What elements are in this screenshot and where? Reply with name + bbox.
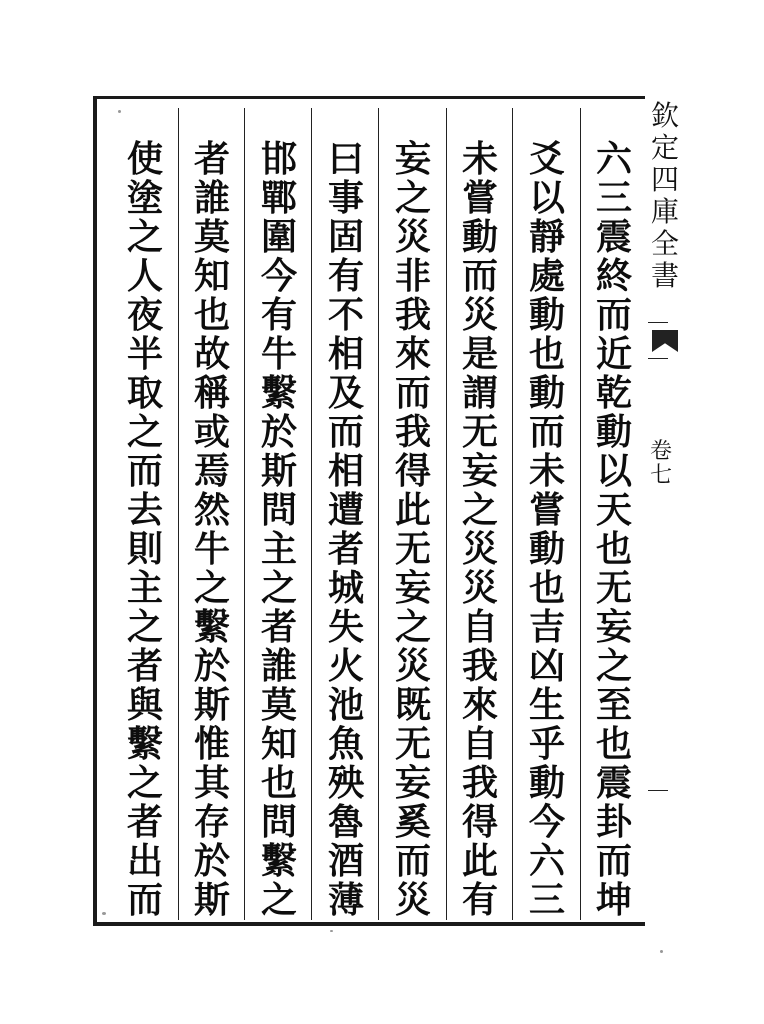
glyph: 嘗 (528, 489, 565, 531)
glyph: 稱 (193, 372, 230, 414)
glyph: 定 (650, 131, 679, 164)
glyph: 震 (595, 216, 632, 258)
glyph: 今 (260, 255, 297, 297)
glyph: 與 (126, 684, 163, 726)
glyph: 至 (595, 684, 632, 726)
strip-line (648, 358, 668, 359)
column-rule (244, 108, 245, 920)
glyph: 六 (595, 138, 632, 180)
glyph: 吉 (528, 606, 565, 648)
glyph: 卦 (595, 801, 632, 843)
glyph: 斯 (260, 450, 297, 492)
glyph: 書 (650, 259, 679, 292)
glyph: 圍 (260, 216, 297, 258)
glyph: 今 (528, 801, 565, 843)
glyph: 之 (394, 177, 431, 219)
glyph: 斯 (193, 684, 230, 726)
glyph: 動 (528, 294, 565, 336)
glyph: 城 (327, 567, 364, 609)
glyph: 主 (126, 567, 163, 609)
glyph: 而 (461, 255, 498, 297)
text-column-6 (249, 140, 309, 920)
glyph: 震 (595, 762, 632, 804)
glyph: 問 (260, 489, 297, 531)
glyph: 得 (394, 450, 431, 492)
glyph: 魚 (327, 723, 364, 765)
glyph: 動 (528, 372, 565, 414)
glyph: 或 (193, 411, 230, 453)
glyph: 於 (193, 840, 230, 882)
glyph: 夜 (126, 294, 163, 336)
glyph: 繫 (260, 372, 297, 414)
glyph: 自 (461, 606, 498, 648)
glyph: 有 (260, 294, 297, 336)
glyph: 魯 (327, 801, 364, 843)
glyph: 而 (595, 294, 632, 336)
column-rule (446, 108, 447, 920)
glyph: 妄 (394, 138, 431, 180)
glyph: 之 (193, 567, 230, 609)
glyph: 得 (461, 801, 498, 843)
glyph: 來 (394, 333, 431, 375)
glyph: 及 (327, 372, 364, 414)
glyph: 邯 (260, 138, 297, 180)
text-column-2 (517, 140, 577, 920)
glyph: 其 (193, 762, 230, 804)
glyph: 我 (461, 645, 498, 687)
glyph: 之 (126, 762, 163, 804)
glyph: 庫 (650, 195, 679, 228)
column-rule (378, 108, 379, 920)
glyph: 固 (327, 216, 364, 258)
glyph: 動 (595, 411, 632, 453)
text-column-7 (182, 140, 242, 920)
glyph: 動 (461, 216, 498, 258)
glyph: 乾 (595, 372, 632, 414)
glyph: 妄 (461, 450, 498, 492)
glyph: 知 (260, 723, 297, 765)
glyph: 失 (327, 606, 364, 648)
glyph: 我 (461, 762, 498, 804)
glyph: 全 (650, 227, 679, 260)
glyph: 池 (327, 684, 364, 726)
text-column-8 (115, 140, 175, 920)
glyph: 不 (327, 294, 364, 336)
glyph: 使 (126, 138, 163, 180)
glyph: 出 (126, 840, 163, 882)
scan-speck (102, 912, 106, 915)
glyph: 以 (528, 177, 565, 219)
glyph: 无 (394, 528, 431, 570)
glyph: 之 (126, 411, 163, 453)
glyph: 主 (260, 528, 297, 570)
glyph: 薄 (327, 879, 364, 921)
glyph: 也 (595, 528, 632, 570)
glyph: 之 (595, 645, 632, 687)
glyph: 而 (595, 840, 632, 882)
glyph: 然 (193, 489, 230, 531)
glyph: 四 (650, 163, 679, 196)
glyph: 无 (394, 723, 431, 765)
glyph: 妄 (394, 567, 431, 609)
glyph: 之 (260, 567, 297, 609)
glyph: 終 (595, 255, 632, 297)
glyph: 動 (528, 762, 565, 804)
glyph: 者 (126, 645, 163, 687)
glyph: 誰 (193, 177, 230, 219)
glyph: 則 (126, 528, 163, 570)
glyph: 妄 (595, 606, 632, 648)
glyph: 人 (126, 255, 163, 297)
glyph: 而 (126, 879, 163, 921)
glyph: 我 (394, 294, 431, 336)
glyph: 也 (595, 723, 632, 765)
scan-speck (660, 950, 663, 953)
glyph: 天 (595, 489, 632, 531)
glyph: 七 (650, 463, 673, 488)
glyph: 是 (461, 333, 498, 375)
column-rule (580, 108, 581, 920)
glyph: 有 (327, 255, 364, 297)
glyph: 而 (528, 411, 565, 453)
glyph: 以 (595, 450, 632, 492)
glyph: 此 (394, 489, 431, 531)
glyph: 非 (394, 255, 431, 297)
glyph: 繫 (193, 606, 230, 648)
glyph: 既 (394, 684, 431, 726)
glyph: 而 (394, 840, 431, 882)
glyph: 奚 (394, 801, 431, 843)
glyph: 存 (193, 801, 230, 843)
glyph: 六 (528, 840, 565, 882)
text-column-1 (584, 140, 644, 920)
glyph: 妄 (394, 762, 431, 804)
glyph: 未 (528, 450, 565, 492)
scan-speck (118, 110, 121, 113)
strip-line (648, 322, 668, 323)
glyph: 凶 (528, 645, 565, 687)
strip-line (648, 790, 668, 791)
glyph: 殃 (327, 762, 364, 804)
glyph: 我 (394, 411, 431, 453)
glyph: 之 (126, 216, 163, 258)
glyph: 半 (126, 333, 163, 375)
glyph: 知 (193, 255, 230, 297)
glyph: 來 (461, 684, 498, 726)
glyph: 者 (193, 138, 230, 180)
glyph: 酒 (327, 840, 364, 882)
text-column-3 (450, 140, 510, 920)
glyph: 也 (193, 294, 230, 336)
glyph: 牛 (260, 333, 297, 375)
glyph: 也 (528, 333, 565, 375)
glyph: 靜 (528, 216, 565, 258)
glyph: 无 (595, 567, 632, 609)
glyph: 坤 (595, 879, 632, 921)
glyph: 未 (461, 138, 498, 180)
glyph: 處 (528, 255, 565, 297)
glyph: 災 (394, 879, 431, 921)
glyph: 取 (126, 372, 163, 414)
glyph: 者 (327, 528, 364, 570)
glyph: 災 (394, 216, 431, 258)
glyph: 莫 (260, 684, 297, 726)
glyph: 繫 (260, 840, 297, 882)
text-column-4 (383, 140, 443, 920)
glyph: 之 (126, 606, 163, 648)
glyph: 相 (327, 333, 364, 375)
glyph: 牛 (193, 528, 230, 570)
margin-title (646, 100, 684, 292)
glyph: 曰 (327, 138, 364, 180)
glyph: 火 (327, 645, 364, 687)
column-rule (311, 108, 312, 920)
glyph: 而 (126, 450, 163, 492)
glyph: 而 (327, 411, 364, 453)
glyph: 焉 (193, 450, 230, 492)
margin-volume (650, 440, 672, 488)
glyph: 生 (528, 684, 565, 726)
glyph: 莫 (193, 216, 230, 258)
glyph: 災 (394, 645, 431, 687)
glyph: 三 (528, 879, 565, 921)
glyph: 者 (126, 801, 163, 843)
text-column-5 (316, 140, 376, 920)
glyph: 近 (595, 333, 632, 375)
glyph: 无 (461, 411, 498, 453)
glyph: 也 (528, 567, 565, 609)
column-rule (512, 108, 513, 920)
glyph: 惟 (193, 723, 230, 765)
glyph: 欽 (650, 99, 679, 132)
glyph: 斯 (193, 879, 230, 921)
glyph: 遭 (327, 489, 364, 531)
glyph: 之 (260, 879, 297, 921)
glyph: 去 (126, 489, 163, 531)
column-rule (178, 108, 179, 920)
glyph: 之 (394, 606, 431, 648)
glyph: 相 (327, 450, 364, 492)
glyph: 問 (260, 801, 297, 843)
glyph: 爻 (528, 138, 565, 180)
glyph: 動 (528, 528, 565, 570)
glyph: 於 (193, 645, 230, 687)
glyph: 此 (461, 840, 498, 882)
glyph: 誰 (260, 645, 297, 687)
glyph: 嘗 (461, 177, 498, 219)
glyph: 有 (461, 879, 498, 921)
glyph: 故 (193, 333, 230, 375)
glyph: 災 (461, 567, 498, 609)
glyph: 也 (260, 762, 297, 804)
glyph: 自 (461, 723, 498, 765)
glyph: 而 (394, 372, 431, 414)
glyph: 者 (260, 606, 297, 648)
glyph: 災 (461, 294, 498, 336)
scan-speck (330, 930, 333, 932)
glyph: 卷 (650, 439, 673, 464)
glyph: 鄲 (260, 177, 297, 219)
glyph: 三 (595, 177, 632, 219)
glyph: 謂 (461, 372, 498, 414)
glyph: 繫 (126, 723, 163, 765)
glyph: 之 (461, 489, 498, 531)
glyph: 事 (327, 177, 364, 219)
glyph: 乎 (528, 723, 565, 765)
glyph: 於 (260, 411, 297, 453)
glyph: 塗 (126, 177, 163, 219)
glyph: 災 (461, 528, 498, 570)
